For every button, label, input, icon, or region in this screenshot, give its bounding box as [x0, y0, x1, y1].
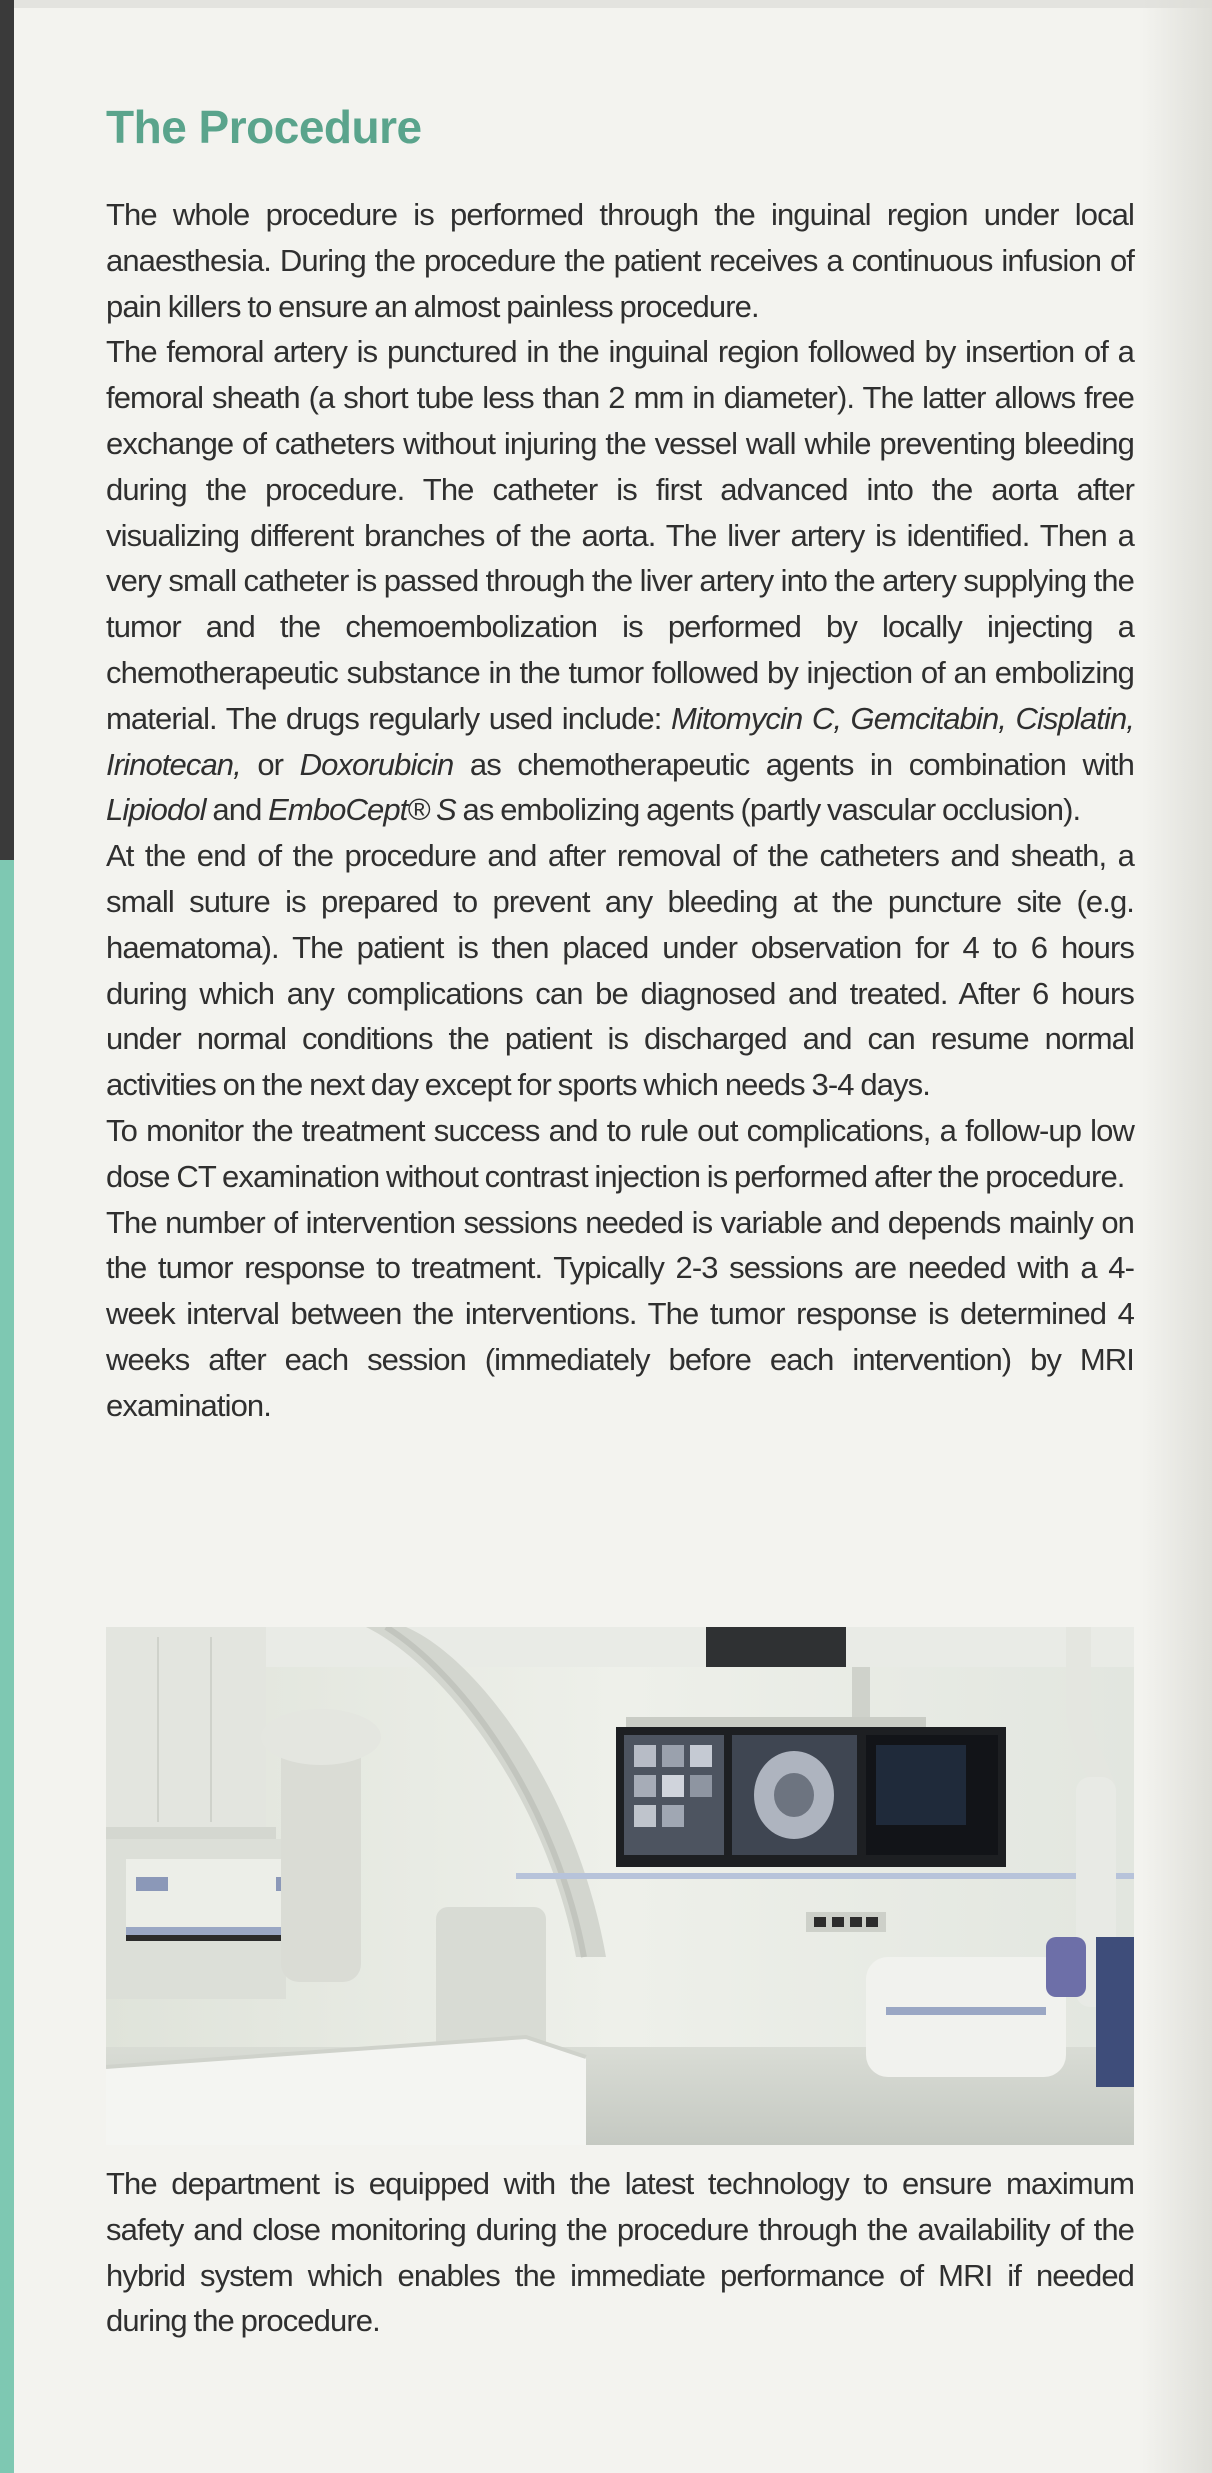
- embolizing-agent: EmboCept® S: [268, 792, 456, 828]
- paragraph-text: as embolizing agents (partly vascular occlusion).: [455, 792, 1081, 828]
- angiography-suite-illustration: [106, 1627, 1134, 2145]
- paragraph-sessions: The number of intervention sessions needed is variable and depends mainly on the tumor response to treatment. Typically 2-3 sessions are needed with a 4-week interval between the interventions. The tumor response is determined 4 weeks after each session (immediately before each intervention) by MRI examination.: [106, 1204, 1134, 1423]
- paragraph-text: as chemotherapeutic agents in combination with: [453, 746, 1134, 782]
- page-title: The Procedure: [106, 101, 422, 153]
- drug-names: Mitomycin C, Gemcitabin, Cisplatin, Irinotecan,: [106, 700, 1134, 782]
- drug-name: Doxorubicin: [299, 746, 454, 782]
- paragraph-anaesthesia: The whole procedure is performed through the inguinal region under local anaesthesia. During the procedure the patient receives a continuous infusion of pain killers to ensure an almost painless procedure.: [106, 197, 1134, 324]
- paragraph-post-procedure: At the end of the procedure and after removal of the catheters and sheath, a small suture is prepared to prevent any bleeding at the puncture site (e.g. haematoma). The patient is then placed under observation for 4 to 6 hours during which any complications can be diagnosed and treated. After 6 hours under normal conditions the patient is discharged and can resume normal activities on the next day except for sports which needs 3-4 days.: [106, 838, 1134, 1103]
- paragraph-text: The femoral artery is punctured in the inguinal region followed by insertion of a femoral sheath (a short tube less than 2 mm in diameter). The latter allows free exchange of catheters without injuring the vessel wall while preventing bleeding during the procedure. The catheter is first advanced into the aorta after visualizing different branches of the aorta. The liver artery is identified. Then a very small catheter is passed through the liver artery into the artery supplying the tumor and the chemoembolization is performed by locally injecting a chemotherapeutic substance in the tumor followed by injection of an embolizing material. The drugs regularly used include:: [106, 334, 1134, 736]
- paragraph-monitoring: To monitor the treatment success and to rule out complications, a follow-up low dose CT examination without contrast injection is performed after the procedure.: [106, 1112, 1134, 1194]
- paragraph-text: or: [240, 746, 300, 782]
- procedure-text: [106, 192, 1134, 1429]
- page-fold-shadow: [1142, 0, 1212, 2473]
- page-edge-green: [0, 860, 14, 2473]
- paragraph-text: and: [205, 792, 269, 828]
- angiography-suite-photo: [106, 1627, 1134, 2145]
- paragraph-catheterization: [106, 329, 1134, 833]
- photo-caption: [106, 2161, 1134, 2344]
- page-top-shadow: [14, 0, 1212, 8]
- page-edge-dark: [0, 0, 14, 860]
- embolizing-agent: Lipiodol: [106, 792, 206, 828]
- caption-paragraph: The department is equipped with the latest technology to ensure maximum safety and close monitoring during the procedure through the availability of the hybrid system which enables the immediate performance of MRI if needed during the procedure.: [106, 2166, 1134, 2339]
